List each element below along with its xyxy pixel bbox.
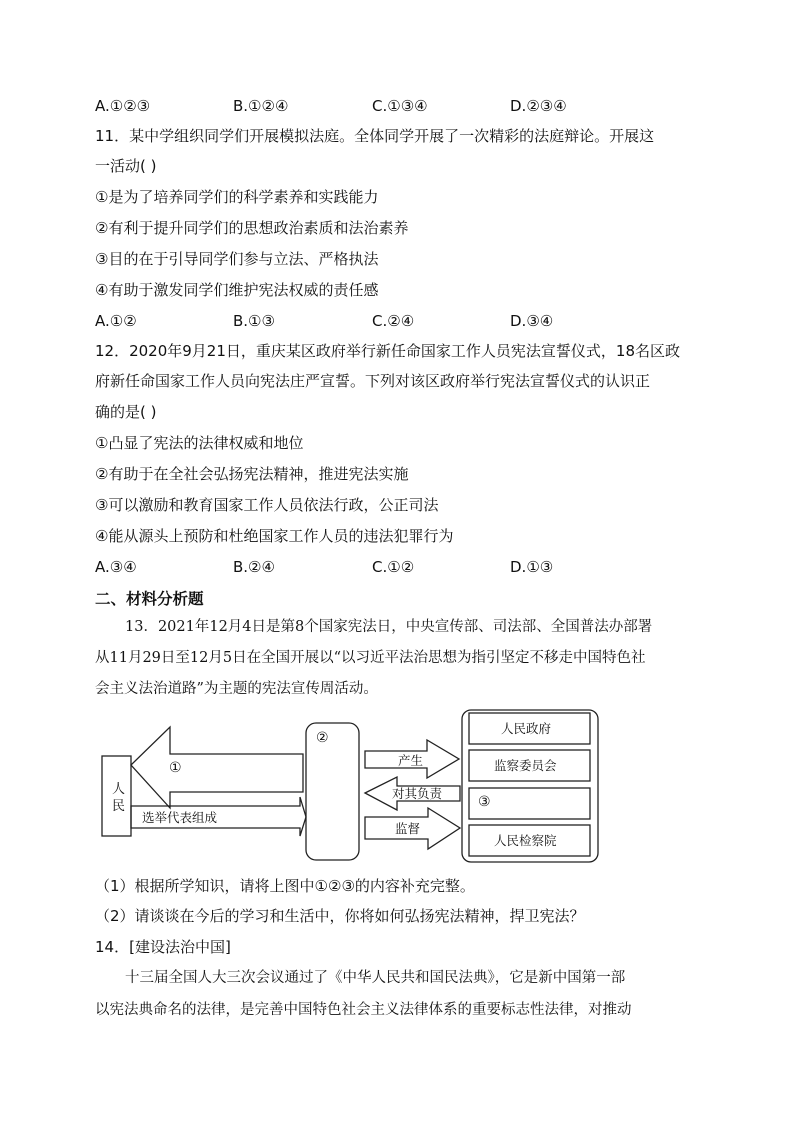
blank-3-label: ③ bbox=[478, 794, 491, 810]
q13-material-line3: 会主义法治道路”为主题的宪法宣传周活动。 bbox=[95, 681, 378, 697]
people-label-2: 民 bbox=[112, 799, 126, 814]
q12-item-3: ③可以激励和教育国家工作人员依法行政，公正司法 bbox=[95, 496, 439, 514]
q12-option-a: A.③④ bbox=[95, 558, 137, 576]
q14-title: 14．[建设法治中国] bbox=[95, 938, 231, 956]
q12-item-1: ①凸显了宪法的法律权威和地位 bbox=[95, 434, 304, 452]
q11-option-c: C.②④ bbox=[372, 312, 415, 330]
procuratorate-label: 人民检察院 bbox=[494, 833, 557, 848]
q13-sub-2: （2）请谈谈在今后的学习和生活中，你将如何弘扬宪法精神，捍卫宪法？ bbox=[95, 907, 585, 925]
q10-option-d: D.②③④ bbox=[510, 97, 567, 115]
supervise-label: 监督 bbox=[395, 821, 421, 836]
supervision-committee-label: 监察委员会 bbox=[494, 758, 557, 773]
center-box-blank-2 bbox=[306, 723, 359, 860]
q11-item-2: ②有利于提升同学们的思想政治素质和法治素养 bbox=[95, 219, 409, 237]
q12-stem-line1: 12．2020年9月21日，重庆某区政府举行新任命国家工作人员宪法宣誓仪式，18名区政 bbox=[95, 342, 680, 360]
q11-option-d: D.③④ bbox=[510, 312, 554, 330]
people-label-1: 人 bbox=[112, 782, 126, 797]
q13-material-line1: 13．2021年12月4日是第8个国家宪法日，中央宣传部、司法部、全国普法办部署 bbox=[125, 619, 653, 635]
q11-item-4: ④有助于激发同学们维护宪法权威的责任感 bbox=[95, 281, 379, 299]
q11-option-b: B.①③ bbox=[233, 312, 275, 330]
q13-sub-1: （1）根据所学知识，请将上图中①②③的内容补充完整。 bbox=[95, 877, 475, 895]
arrow-blank-1 bbox=[131, 727, 303, 808]
q10-option-a: A.①②③ bbox=[95, 97, 151, 115]
q11-item-3: ③目的在于引导同学们参与立法、严格执法 bbox=[95, 250, 379, 268]
q12-item-2: ②有助于在全社会弘扬宪法精神，推进宪法实施 bbox=[95, 465, 409, 483]
q12-option-d: D.①③ bbox=[510, 558, 554, 576]
q10-option-c: C.①③④ bbox=[372, 97, 428, 115]
q11-stem-line1: 11．某中学组织同学们开展模拟法庭。全体同学开展了一次精彩的法庭辩论。开展这 bbox=[95, 127, 655, 145]
blank-1-label: ① bbox=[169, 760, 182, 776]
elect-label: 选举代表组成 bbox=[142, 810, 218, 825]
responsible-label: 对其负责 bbox=[392, 786, 443, 801]
q12-option-c: C.①② bbox=[372, 558, 415, 576]
q14-material-line2: 以宪法典命名的法律，是完善中国特色社会主义法律体系的重要标志性法律，对推动 bbox=[95, 1002, 632, 1018]
section-heading: 二、材料分析题 bbox=[95, 590, 204, 608]
q12-option-b: B.②④ bbox=[233, 558, 275, 576]
q11-option-a: A.①② bbox=[95, 312, 137, 330]
produce-label: 产生 bbox=[398, 753, 424, 768]
blank-2-label: ② bbox=[316, 730, 329, 746]
q13-material-line2: 从11月29日至12月5日在全国开展以“以习近平法治思想为指引坚定不移走中国特色社 bbox=[95, 650, 646, 666]
q11-item-1: ①是为了培养同学们的科学素养和实践能力 bbox=[95, 188, 379, 206]
q11-stem-line2: 一活动( ) bbox=[95, 157, 157, 175]
q10-option-b: B.①②④ bbox=[233, 97, 289, 115]
q12-stem-line3: 确的是( ) bbox=[95, 403, 157, 421]
q14-material-line1: 十三届全国人大三次会议通过了《中华人民共和国民法典》，它是新中国第一部 bbox=[125, 970, 626, 986]
gov-label: 人民政府 bbox=[501, 721, 552, 736]
q12-item-4: ④能从源头上预防和杜绝国家工作人员的违法犯罪行为 bbox=[95, 527, 454, 545]
q12-stem-line2: 府新任命国家工作人员向宪法庄严宣誓。下列对该区政府举行宪法宣誓仪式的认识正 bbox=[95, 372, 651, 390]
